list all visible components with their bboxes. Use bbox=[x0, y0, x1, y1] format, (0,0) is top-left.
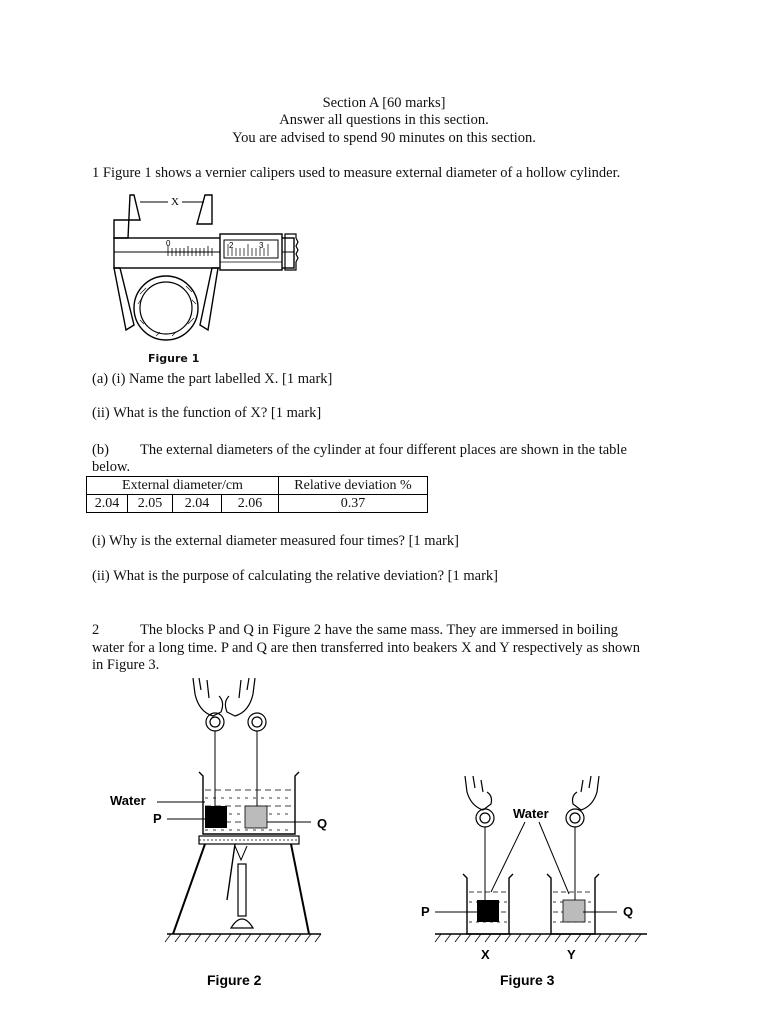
beaker-x-label: X bbox=[481, 947, 490, 962]
hands-icon bbox=[193, 678, 266, 731]
time-advice: You are advised to spend 90 minutes on this section. bbox=[232, 130, 536, 146]
table-row bbox=[87, 495, 428, 513]
q1-a-ii: (ii) What is the function of X? [1 mark] bbox=[92, 405, 322, 421]
q1-a-i: (a) (i) Name the part labelled X. [1 mark] bbox=[92, 371, 333, 387]
q1-b-text-line1: The external diameters of the cylinder at four different places are shown in the table bbox=[140, 442, 627, 458]
q1-b-text-line2: below. bbox=[92, 459, 131, 475]
figure-2-caption: Figure 2 bbox=[207, 972, 262, 988]
section-title: Section A [60 marks] bbox=[322, 95, 446, 111]
q1-intro: 1 Figure 1 shows a vernier calipers used to measure external diameter of a hollow cylinder. bbox=[92, 165, 621, 181]
diameter-value-2: 2.05 bbox=[128, 495, 173, 513]
fig2-water-label: Water bbox=[110, 793, 146, 808]
fig3-p-label: P bbox=[421, 904, 430, 919]
figure-1-caption: Figure 1 bbox=[148, 352, 200, 365]
section-instruction: Answer all questions in this section. bbox=[279, 112, 489, 128]
table-header-row bbox=[87, 477, 428, 495]
q1-b-ii: (ii) What is the purpose of calculating the relative deviation? [1 mark] bbox=[92, 568, 498, 584]
diameter-value-1: 2.04 bbox=[87, 495, 128, 513]
scale-3: 3 bbox=[259, 241, 264, 250]
diameter-value-3: 2.04 bbox=[173, 495, 222, 513]
q1-b-i: (i) Why is the external diameter measured four times? [1 mark] bbox=[92, 533, 459, 549]
scale-2: 2 bbox=[229, 241, 234, 250]
q2-line2: water for a long time. P and Q are then transferred into beakers X and Y respectively as shown bbox=[92, 640, 640, 656]
figure-3-caption: Figure 3 bbox=[500, 972, 555, 988]
block-p bbox=[205, 806, 227, 828]
q2-line1: The blocks P and Q in Figure 2 have the same mass. They are immersed in boiling bbox=[140, 622, 618, 638]
block-p-in-beaker-x bbox=[477, 900, 499, 922]
q2-number: 2 bbox=[92, 622, 100, 638]
header-relative-deviation: Relative deviation % bbox=[279, 477, 428, 495]
figures-2-and-3-diagram bbox=[95, 672, 655, 992]
q2-line3: in Figure 3. bbox=[92, 657, 160, 673]
fig3-water-label: Water bbox=[513, 806, 549, 821]
q1-b-number: (b) bbox=[92, 442, 109, 458]
header-external-diameter: External diameter/cm bbox=[87, 477, 279, 495]
fig3-q-label: Q bbox=[623, 904, 634, 919]
label-x: X bbox=[171, 196, 179, 208]
beaker-y-label: Y bbox=[567, 947, 576, 962]
diameter-value-4: 2.06 bbox=[222, 495, 279, 513]
fig2-p-label: P bbox=[153, 811, 162, 826]
block-q bbox=[245, 806, 267, 828]
diameter-table bbox=[86, 476, 428, 513]
fig2-q-label: Q bbox=[317, 816, 328, 831]
block-q-in-beaker-y bbox=[563, 900, 585, 922]
vernier-calipers-diagram bbox=[100, 190, 310, 340]
relative-deviation-value: 0.37 bbox=[279, 495, 428, 513]
scale-0: 0 bbox=[166, 239, 171, 248]
